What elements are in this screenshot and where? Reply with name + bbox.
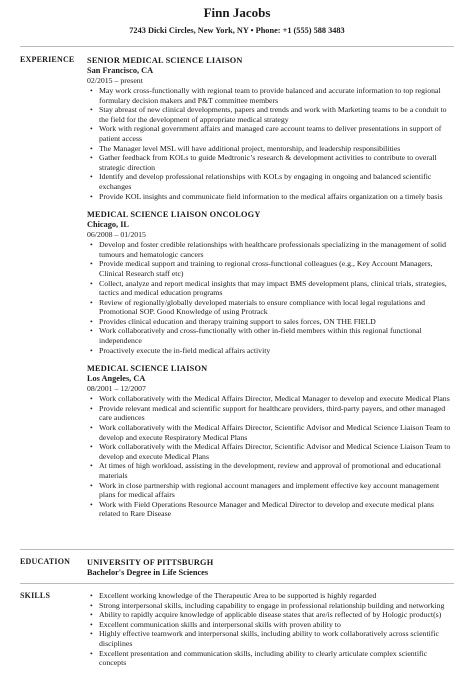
skill-bullet: • Ability to rapidly acquire knowledge of applicable disease states that are/is reflected of by Hologic product(s)	[99, 610, 454, 620]
job-bullet: • The Manager level MSL will have additional project, mentorship, and leadership responsibilities	[99, 144, 454, 154]
education-label: EDUCATION	[20, 557, 71, 566]
job-dates: 06/2008 – 01/2015	[87, 230, 146, 240]
resume-header	[0, 0, 474, 36]
header-divider	[20, 46, 454, 47]
skill-bullet: • Excellent working knowledge of the Therapeutic Area to be supported is highly regarded	[99, 591, 454, 601]
job-entry	[87, 55, 454, 201]
job-bullet: • Review of regionally/globally developed materials to ensure compliance with local legal regulations and Promotional SOP. Good Knowledge of using Protrack	[99, 298, 454, 317]
skill-bullet: • Highly effective teamwork and interpersonal skills, including ability to work collaboratively across scientific disciplines	[99, 629, 454, 648]
job-bullet: • Collect, analyze and report medical insights that may impact BMS development plans, clinical trials, strategies, tactics and medical education programs	[99, 279, 454, 298]
experience-body	[87, 55, 454, 519]
section-divider	[20, 549, 454, 550]
skills-body	[87, 591, 454, 668]
job-bullet: • May work cross-functionally with regional team to provide balanced and accurate information to top regional formulary decision makers and P&T committee members	[99, 86, 454, 105]
job-title: SENIOR MEDICAL SCIENCE LIAISON	[87, 56, 243, 65]
job-bullet: • Work with regional government affairs and managed care account teams to deliver presentations in support of patient access	[99, 124, 454, 143]
job-title: MEDICAL SCIENCE LIAISON ONCOLOGY	[87, 210, 261, 220]
degree: Bachelor's Degree in Life Sciences	[87, 568, 209, 577]
job-dates: 08/2001 – 12/2007	[87, 384, 146, 394]
job-bullet: • At times of high workload, assisting in the development, review and approval of promotional and educational materials	[99, 461, 454, 480]
job-bullet: • Work collaboratively and cross-functionally with other in-field members within this regional functional independence	[99, 326, 454, 345]
job-bullet: • Work in close partnership with regional account managers and implement effective key account management plans for medical affairs	[99, 481, 454, 500]
job-title: MEDICAL SCIENCE LIAISON	[87, 364, 208, 374]
job-bullets	[87, 394, 454, 519]
job-bullet: • Stay abreast of new clinical developments, papers and trends and work with Marketing teams to be a conduit to the field for the development of appropriate medical strategy	[99, 105, 454, 124]
job-bullet: • Work collaboratively with the Medical Affairs Director, Medical Manager to develop and execute Medical Plans	[99, 394, 454, 404]
job-entry	[87, 363, 454, 519]
skill-bullet: • Strong interpersonal skills, including capability to engage in professional relationship building and networking	[99, 601, 454, 611]
skills-label: SKILLS	[20, 591, 51, 600]
skills-bullets	[87, 591, 454, 668]
job-bullet: • Work with Field Operations Resource Manager and Medical Director to develop and execute medical plans related to Rare Disease	[99, 500, 454, 519]
contact-info: 7243 Dicki Circles, New York, NY • Phone: +1 (555) 588 3483	[129, 26, 345, 35]
job-location: Chicago, IL	[87, 220, 129, 230]
job-dates: 02/2015 – present	[87, 76, 143, 85]
job-entry	[87, 209, 454, 355]
education-body	[87, 557, 454, 578]
school-name: UNIVERSITY OF PITTSBURGH	[87, 558, 214, 567]
job-bullet: • Provide KOL insights and communicate field information to the medical affairs organization on a timely basis	[99, 192, 454, 202]
skill-bullet: • Excellent presentation and communication skills, including ability to clearly articulate complex scientific concepts	[99, 649, 454, 668]
job-bullet: • Provide relevant medical and scientific support for healthcare providers, third-party payers, and other managed care audiences	[99, 404, 454, 423]
skill-bullet: • Excellent communication skills and interpersonal skills with proven ability to	[99, 620, 454, 630]
job-location: Los Angeles, CA	[87, 374, 146, 384]
job-bullet: • Gather feedback from KOLs to guide Medtronic’s research & development activities to contribute to overall strategic direction	[99, 153, 454, 172]
candidate-name: Finn Jacobs	[203, 5, 271, 20]
job-bullet: • Develop and foster credible relationships with healthcare professionals specializing in the management of solid tumours and hematologic cancers	[99, 240, 454, 259]
job-bullet: • Provides clinical education and therapy training support to sales forces, ON THE FIELD	[99, 317, 454, 327]
job-bullet: • Work collaboratively with the Medical Affairs Director, Scientific Advisor and Medical Science Liaison Team to develop and execute Respiratory Medical Plans	[99, 423, 454, 442]
job-bullet: • Work collaboratively with the Medical Affairs Director, Scientific Advisor and Medical Science Liaison Team to develop and execute Medical Plans	[99, 442, 454, 461]
job-location: San Francisco, CA	[87, 66, 154, 75]
job-bullet: • Proactively execute the in-field medical affairs activity	[99, 346, 454, 356]
job-bullets	[87, 240, 454, 355]
section-divider	[20, 583, 454, 584]
experience-label: EXPERIENCE	[20, 55, 75, 64]
job-bullet: • Identify and develop professional relationships with KOLs by engaging in ongoing and balanced scientific exchanges	[99, 172, 454, 191]
job-bullets	[87, 86, 454, 201]
job-bullet: • Provide medical support and training to regional cross-functional colleagues (e.g., Key Account Managers, Clinical Research staff etc)	[99, 259, 454, 278]
